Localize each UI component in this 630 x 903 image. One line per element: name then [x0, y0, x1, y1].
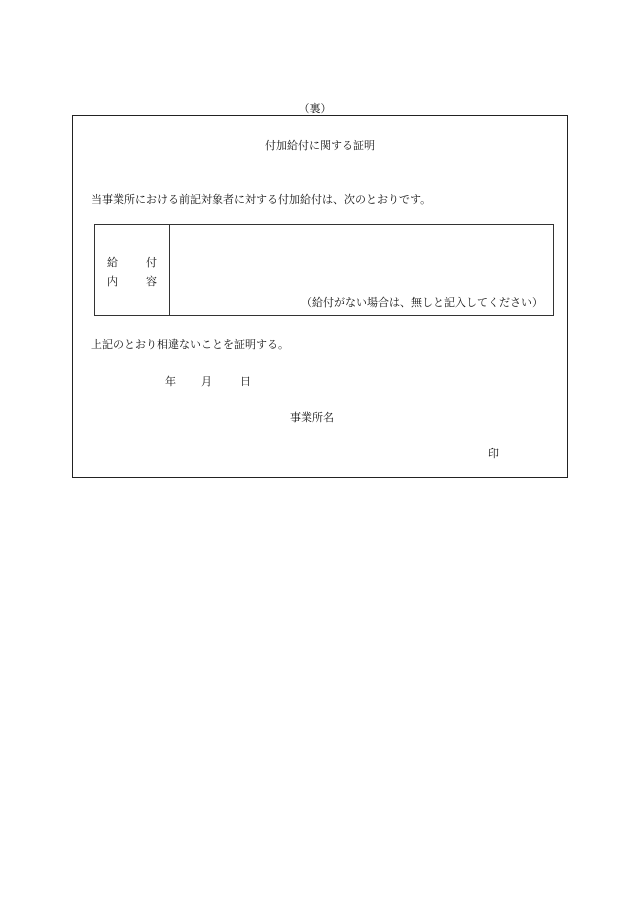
- label-line-1: [107, 254, 157, 270]
- label-char: 内: [107, 275, 118, 288]
- benefit-detail-table: [94, 224, 554, 316]
- label-char: 容: [146, 275, 157, 288]
- page-side-label: （裏）: [298, 102, 332, 115]
- certification-statement: 上記のとおり相違ないことを証明する。: [91, 338, 289, 351]
- date-year-label: 年: [165, 375, 176, 388]
- office-name-label: 事業所名: [290, 411, 334, 424]
- form-title: 付加給付に関する証明: [265, 139, 375, 152]
- date-month-label: 月: [201, 375, 212, 388]
- intro-text: 当事業所における前記対象者に対する付加給付は、次のとおりです。: [91, 193, 432, 206]
- seal-mark: 印: [488, 447, 499, 460]
- benefit-detail-label-cell: [95, 225, 170, 315]
- label-char: 給: [107, 256, 118, 269]
- benefit-detail-note: （給付がない場合は、無しと記入してください）: [301, 296, 543, 309]
- date-day-label: 日: [240, 375, 251, 388]
- certificate-form: [72, 115, 568, 478]
- label-char: 付: [146, 256, 157, 269]
- label-line-2: [107, 273, 157, 289]
